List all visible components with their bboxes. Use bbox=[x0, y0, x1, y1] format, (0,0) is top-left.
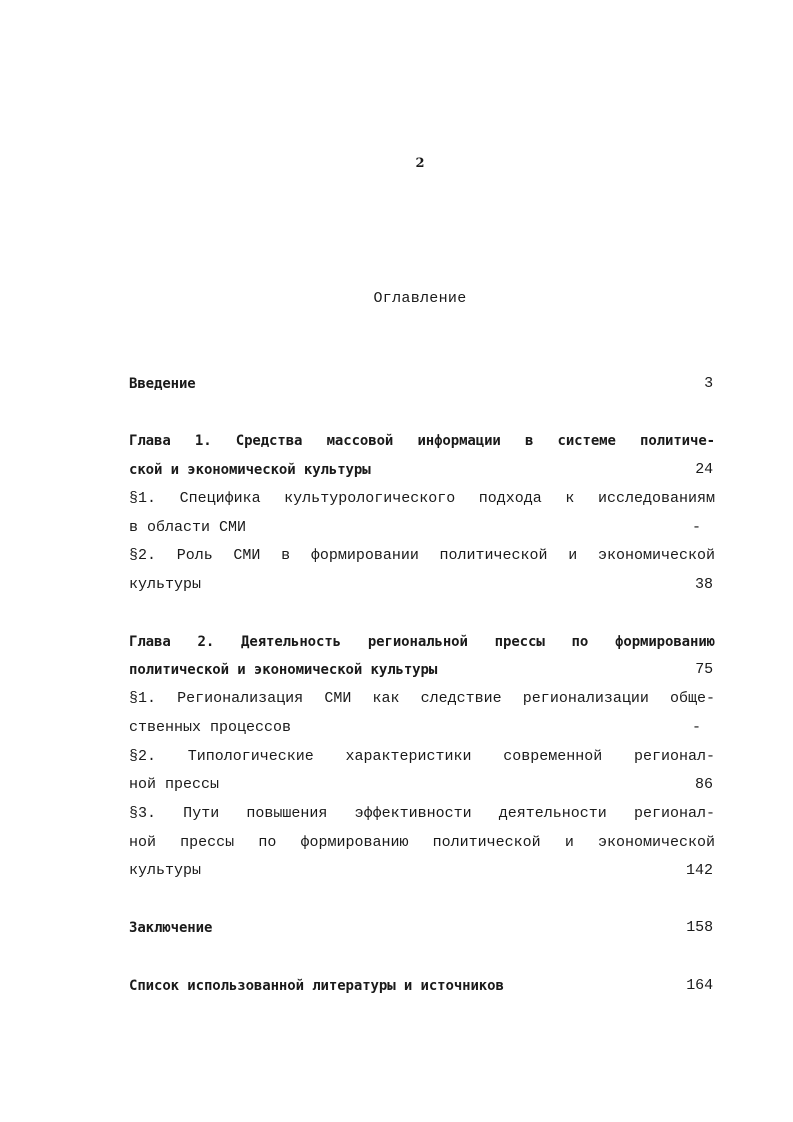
toc-ch2-section-1-line-2 bbox=[129, 717, 715, 739]
toc-entry-label: ской и экономической культуры bbox=[129, 462, 371, 478]
toc-page-number: 24 bbox=[695, 461, 713, 478]
toc-page-number: 158 bbox=[686, 919, 713, 936]
toc-chapter-2-line-2 bbox=[129, 659, 715, 681]
toc-page-number: 75 bbox=[695, 661, 713, 678]
toc-page-number: 86 bbox=[694, 776, 713, 793]
toc-entry-label: ственных процессов bbox=[129, 719, 292, 736]
toc-chapter-1-line-1: Глава 1. Средства массовой информации в системе политиче- bbox=[129, 433, 715, 449]
toc-entry-label: Заключение bbox=[129, 920, 213, 936]
toc-ch1-section-2-line-1: §2. Роль СМИ в формировании политической и экономической bbox=[129, 547, 715, 564]
toc-page-number: - bbox=[691, 719, 701, 736]
toc-entry-conclusion bbox=[129, 917, 715, 939]
toc-entry-intro bbox=[129, 373, 715, 395]
toc-chapter-2-line-1: Глава 2. Деятельность региональной прессы по формированию bbox=[129, 634, 715, 650]
page-number: 2 bbox=[415, 156, 425, 171]
toc-ch1-section-1-line-1: §1. Специфика культурологического подхода к исследованиям bbox=[129, 490, 715, 507]
toc-page-number: 38 bbox=[694, 576, 713, 593]
toc-ch2-section-2-line-2 bbox=[129, 774, 715, 796]
toc-title: Оглавление bbox=[373, 290, 467, 307]
toc-entry-label: политической и экономической культуры bbox=[129, 662, 438, 678]
toc-ch2-section-1-line-1: §1. Регионализация СМИ как следствие регионализации обще- bbox=[129, 690, 715, 707]
toc-page-number: 3 bbox=[704, 375, 713, 392]
toc-entry-bibliography bbox=[129, 975, 715, 997]
toc-ch1-section-2-line-2 bbox=[129, 574, 715, 596]
toc-page-number: 142 bbox=[685, 862, 713, 879]
toc-entry-label: культуры bbox=[129, 862, 202, 879]
toc-entry-label: в области СМИ bbox=[129, 519, 247, 536]
toc-entry-label: Список использованной литературы и источников bbox=[129, 978, 504, 994]
toc-entry-label: ной прессы bbox=[129, 776, 220, 793]
toc-ch2-section-3-line-2: ной прессы по формированию политической и экономической bbox=[129, 834, 715, 851]
toc-entry-label: культуры bbox=[129, 576, 202, 593]
toc-ch2-section-3-line-3 bbox=[129, 860, 715, 882]
toc-page-number: - bbox=[691, 519, 701, 536]
toc-entry-label: Введение bbox=[129, 376, 196, 392]
toc-chapter-1-line-2 bbox=[129, 459, 715, 481]
toc-ch2-section-2-line-1: §2. Типологические характеристики современной регионал- bbox=[129, 748, 715, 765]
toc-ch1-section-1-line-2 bbox=[129, 517, 715, 539]
toc-page-number: 164 bbox=[686, 977, 713, 994]
toc-ch2-section-3-line-1: §3. Пути повышения эффективности деятельности регионал- bbox=[129, 805, 715, 822]
